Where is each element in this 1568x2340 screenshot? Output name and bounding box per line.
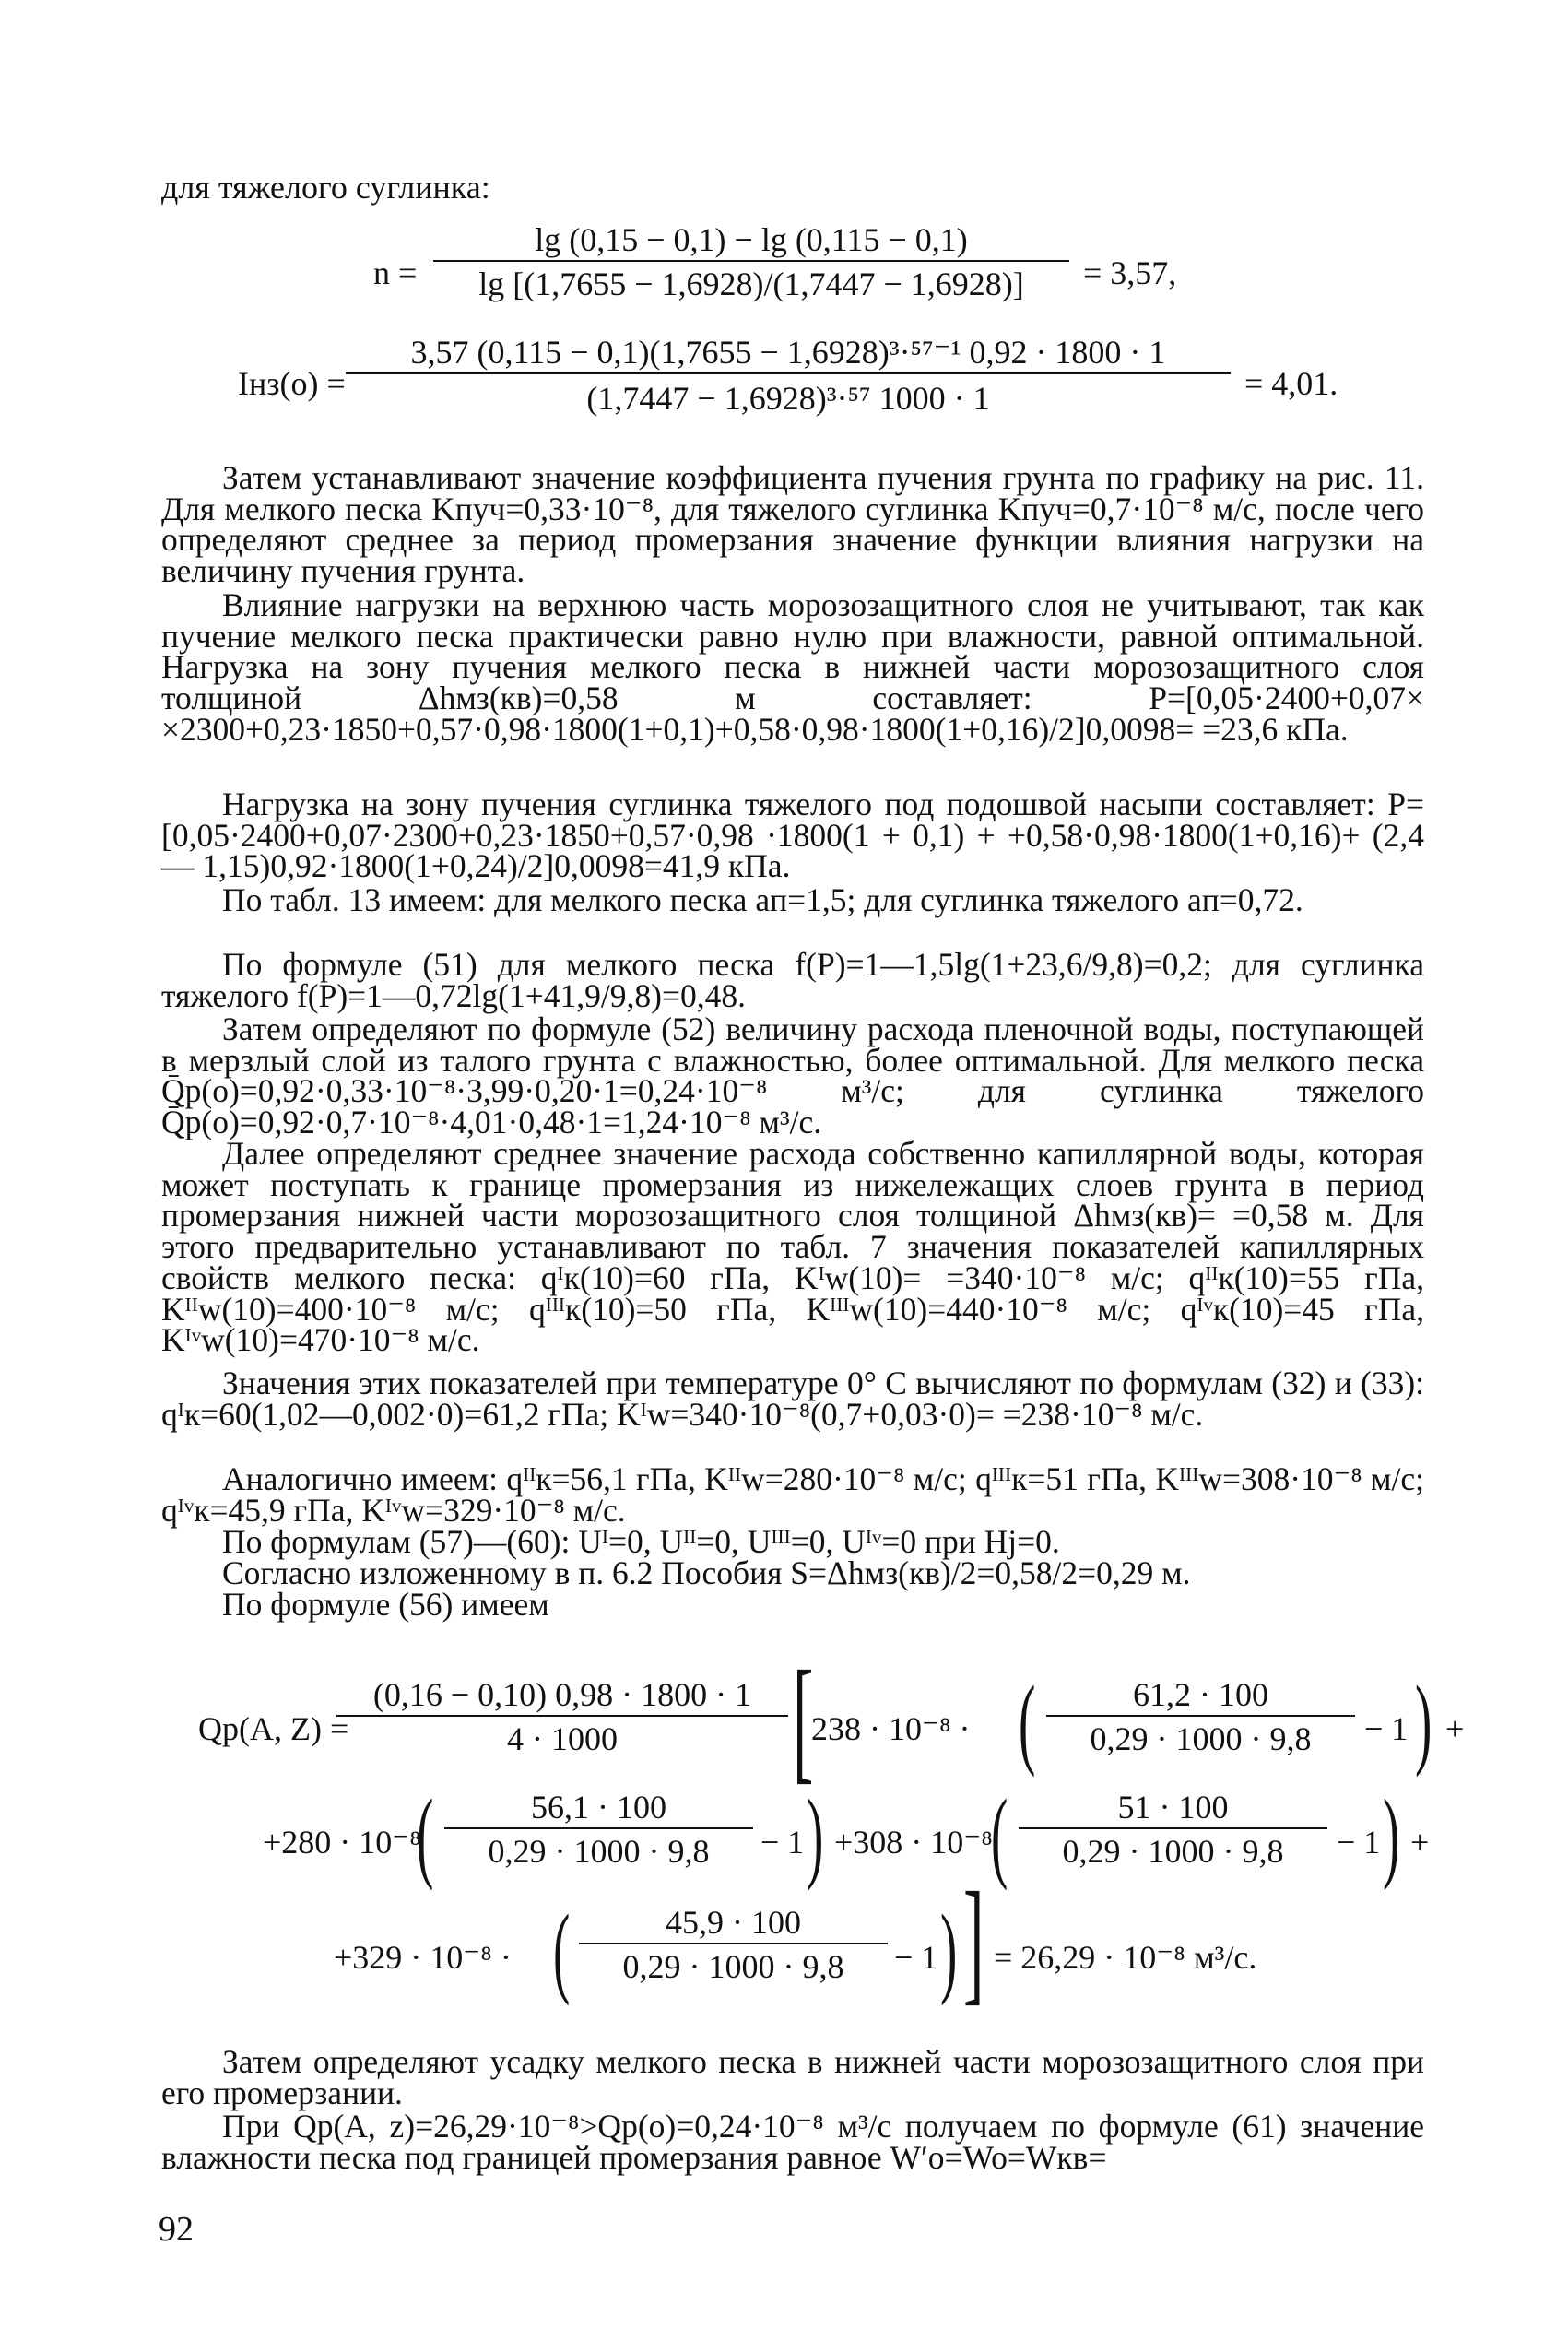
intro-line: для тяжелого суглинка: bbox=[161, 169, 490, 206]
right-square-bracket: ] bbox=[963, 1864, 984, 2017]
formula-i-result: = 4,01. bbox=[1244, 365, 1338, 402]
paragraph-7: Далее определяют среднее значение расхода собственно капиллярной воды, которая может поступать к границе промерзания из нижележащих слоев грунта в период промерзания нижней части морозозащитного слоя толщиной Δhмз(кв)= =0,58 м. Для этого предварительно устанавливают по табл. 7 значения показателей капиллярных свойств мелкого песка: qᴵк(10)=60 гПа, Kᴵw(10)= =340·10⁻⁸ м/с; qᴵᴵк(10)=55 гПа, Kᴵᴵw(10)=400·10⁻⁸ м/с; qᴵᴵᴵк(10)=50 гПа, Kᴵᴵᴵw(10)=440·10⁻⁸ м/с; qᴵᵛк(10)=45 гПа, Kᴵᵛw(10)=470·10⁻⁸ м/с. bbox=[161, 1135, 1424, 1359]
term-1-coefficient: 238 · 10⁻⁸ · bbox=[811, 1710, 971, 1747]
formula-n-denominator: lg [(1,7655 − 1,6928)/(1,7447 − 1,6928)] bbox=[478, 266, 1024, 302]
term-3-operator: + bbox=[1410, 1824, 1430, 1861]
paragraph-1: Затем устанавливают значение коэффициента пучения грунта по графику на рис. 11. Для мелкого песка Kпуч=0,33·10⁻⁸, для тяжелого суглинка Kпуч=0,7·10⁻⁸ м/с, после чего определяют среднее за период промерзания значение функции влияния нагрузки на величину пучения грунта. bbox=[161, 459, 1424, 590]
formula-n-numerator: lg (0,15 − 0,1) − lg (0,115 − 0,1) bbox=[535, 221, 968, 258]
term-3-coefficient: +308 · 10⁻⁸ bbox=[834, 1824, 993, 1861]
paragraph-5: По формуле (51) для мелкого песка f(P)=1—1,5lg(1+23,6/9,8)=0,2; для суглинка тяжелого f(P)=1—0,72lg(1+41,9/9,8)=0,48. bbox=[161, 946, 1424, 1014]
fraction-bar bbox=[444, 1827, 753, 1829]
term-2-coefficient: +280 · 10⁻⁸ bbox=[263, 1824, 421, 1861]
term-1-operator: + bbox=[1445, 1710, 1465, 1747]
fraction-denominator: 0,29 · 1000 · 9,8 bbox=[622, 1948, 844, 1985]
formula-q-fraction-1 bbox=[336, 1676, 788, 1757]
paragraph-2: Влияние нагрузки на верхнюю часть морозозащитного слоя не учитывают, так как пучение мелкого песка практически равно нулю при влажности, равной оптимальной. Нагрузка на зону пучения мелкого песка в нижней части морозозащитного слоя толщиной Δhмз(кв)=0,58 м составляет: P=[0,05·2400+0,07× ×2300+0,23·1850+0,57·0,98·1800(1+0,1)+0,58·0,98·1800(1+0,16)/2]0,0098= =23,6 кПа. bbox=[161, 586, 1424, 748]
paragraph-3: Нагрузка на зону пучения суглинка тяжелого под подошвой насыпи составляет: P=[0,05·2400+0,07·2300+0,23·1850+0,57·0,98 ·1800(1 + 0,1) + +0,58·0,98·1800(1+0,16)+ (2,4 — 1,15)0,92·1800(1+0,24)/2]0,0098=41,9 кПа. bbox=[161, 786, 1424, 885]
fraction-bar bbox=[579, 1943, 888, 1944]
right-paren: ) bbox=[940, 1894, 958, 2006]
fraction-bar bbox=[1046, 1715, 1355, 1717]
paragraph-13: Затем определяют усадку мелкого песка в нижней части морозозащитного слоя при его промерзании. bbox=[161, 2043, 1424, 2111]
fraction-denominator: 4 · 1000 bbox=[507, 1720, 618, 1757]
right-paren: ) bbox=[807, 1779, 824, 1891]
paragraph-12: По формуле (56) имеем bbox=[222, 1586, 549, 1623]
formula-n-result: = 3,57, bbox=[1083, 254, 1177, 291]
term-1-tail: − 1 bbox=[1364, 1710, 1409, 1747]
fraction-bar bbox=[433, 260, 1069, 262]
left-paren: ( bbox=[417, 1779, 434, 1891]
page-number: 92 bbox=[159, 2210, 194, 2249]
paragraph-11: Согласно изложенному в п. 6.2 Пособия S=Δhмз(кв)/2=0,58/2=0,29 м. bbox=[222, 1554, 1191, 1591]
formula-i-numerator: 3,57 (0,115 − 0,1)(1,7655 − 1,6928)³·⁵⁷⁻¹ 0,92 · 1800 · 1 bbox=[410, 334, 1166, 371]
left-paren: ( bbox=[991, 1779, 1008, 1891]
fraction-denominator: 0,29 · 1000 · 9,8 bbox=[1062, 1833, 1284, 1870]
term-4-fraction bbox=[579, 1904, 888, 1985]
formula-q-result: = 26,29 · 10⁻⁸ м³/с. bbox=[994, 1939, 1257, 1976]
right-paren: ) bbox=[1415, 1665, 1432, 1778]
fraction-bar bbox=[346, 372, 1231, 374]
formula-n-lhs: n = bbox=[373, 254, 418, 291]
term-2-fraction bbox=[444, 1789, 753, 1870]
term-3-fraction bbox=[1019, 1789, 1327, 1870]
formula-i-lhs: Iнз(о) = bbox=[238, 365, 346, 402]
fraction-numerator: 51 · 100 bbox=[1117, 1789, 1229, 1826]
formula-q-lhs: Qp(A, Z) = bbox=[198, 1710, 349, 1747]
term-2-tail: − 1 bbox=[760, 1824, 805, 1861]
fraction-bar bbox=[336, 1715, 788, 1717]
fraction-numerator: 56,1 · 100 bbox=[531, 1789, 666, 1826]
paragraph-4: По табл. 13 имеем: для мелкого песка aп=1,5; для суглинка тяжелого aп=0,72. bbox=[222, 881, 1303, 918]
paragraph-8: Значения этих показателей при температуре 0° C вычисляют по формулам (32) и (33): qᴵк=60(1,02—0,002·0)=61,2 гПа; Kᴵw=340·10⁻⁸(0,7+0,03·0)= =238·10⁻⁸ м/с. bbox=[161, 1365, 1424, 1433]
paragraph-6: Затем определяют по формуле (52) величину расхода пленочной воды, поступающей в мерзлый слой из талого грунта с влажностью, более оптимальной. Для мелкого песка Q̄p(o)=0,92·0,33·10⁻⁸·3,99·0,20·1=0,24·10⁻⁸ м³/с; для суглинка тяжелого Q̄p(o)=0,92·0,7·10⁻⁸·4,01·0,48·1=1,24·10⁻⁸ м³/с. bbox=[161, 1010, 1424, 1141]
term-1-fraction bbox=[1046, 1676, 1355, 1757]
right-paren: ) bbox=[1383, 1779, 1400, 1891]
left-paren: ( bbox=[1019, 1665, 1036, 1778]
term-4-coefficient: +329 · 10⁻⁸ · bbox=[334, 1939, 512, 1976]
left-square-bracket: [ bbox=[793, 1643, 814, 1796]
fraction-numerator: 45,9 · 100 bbox=[666, 1904, 801, 1941]
left-paren: ( bbox=[553, 1894, 571, 2006]
term-4-tail: − 1 bbox=[894, 1939, 938, 1976]
formula-i-fraction bbox=[346, 334, 1231, 417]
fraction-bar bbox=[1019, 1827, 1327, 1829]
formula-i-denominator: (1,7447 − 1,6928)³·⁵⁷ 1000 · 1 bbox=[586, 380, 990, 417]
paragraph-10: По формулам (57)—(60): Uᴵ=0, Uᴵᴵ=0, Uᴵᴵᴵ=0, Uᴵᵛ=0 при Hj=0. bbox=[222, 1523, 1060, 1560]
fraction-numerator: (0,16 − 0,10) 0,98 · 1800 · 1 bbox=[372, 1676, 752, 1713]
fraction-denominator: 0,29 · 1000 · 9,8 bbox=[488, 1833, 710, 1870]
fraction-numerator: 61,2 · 100 bbox=[1133, 1676, 1268, 1713]
term-3-tail: − 1 bbox=[1337, 1824, 1381, 1861]
formula-n-fraction bbox=[433, 221, 1069, 304]
paragraph-9: Аналогично имеем: qᴵᴵк=56,1 гПа, Kᴵᴵw=280·10⁻⁸ м/с; qᴵᴵᴵк=51 гПа, Kᴵᴵᴵw=308·10⁻⁸ м/с; qᴵᵛк=45,9 гПа, Kᴵᵛw=329·10⁻⁸ м/с. bbox=[161, 1460, 1424, 1529]
fraction-denominator: 0,29 · 1000 · 9,8 bbox=[1090, 1720, 1312, 1757]
paragraph-14: При Qp(A, z)=26,29·10⁻⁸>Qp(o)=0,24·10⁻⁸ м³/с получаем по формуле (61) значение влажности песка под границей промерзания равное W′o=Wo=Wкв= bbox=[161, 2108, 1424, 2176]
